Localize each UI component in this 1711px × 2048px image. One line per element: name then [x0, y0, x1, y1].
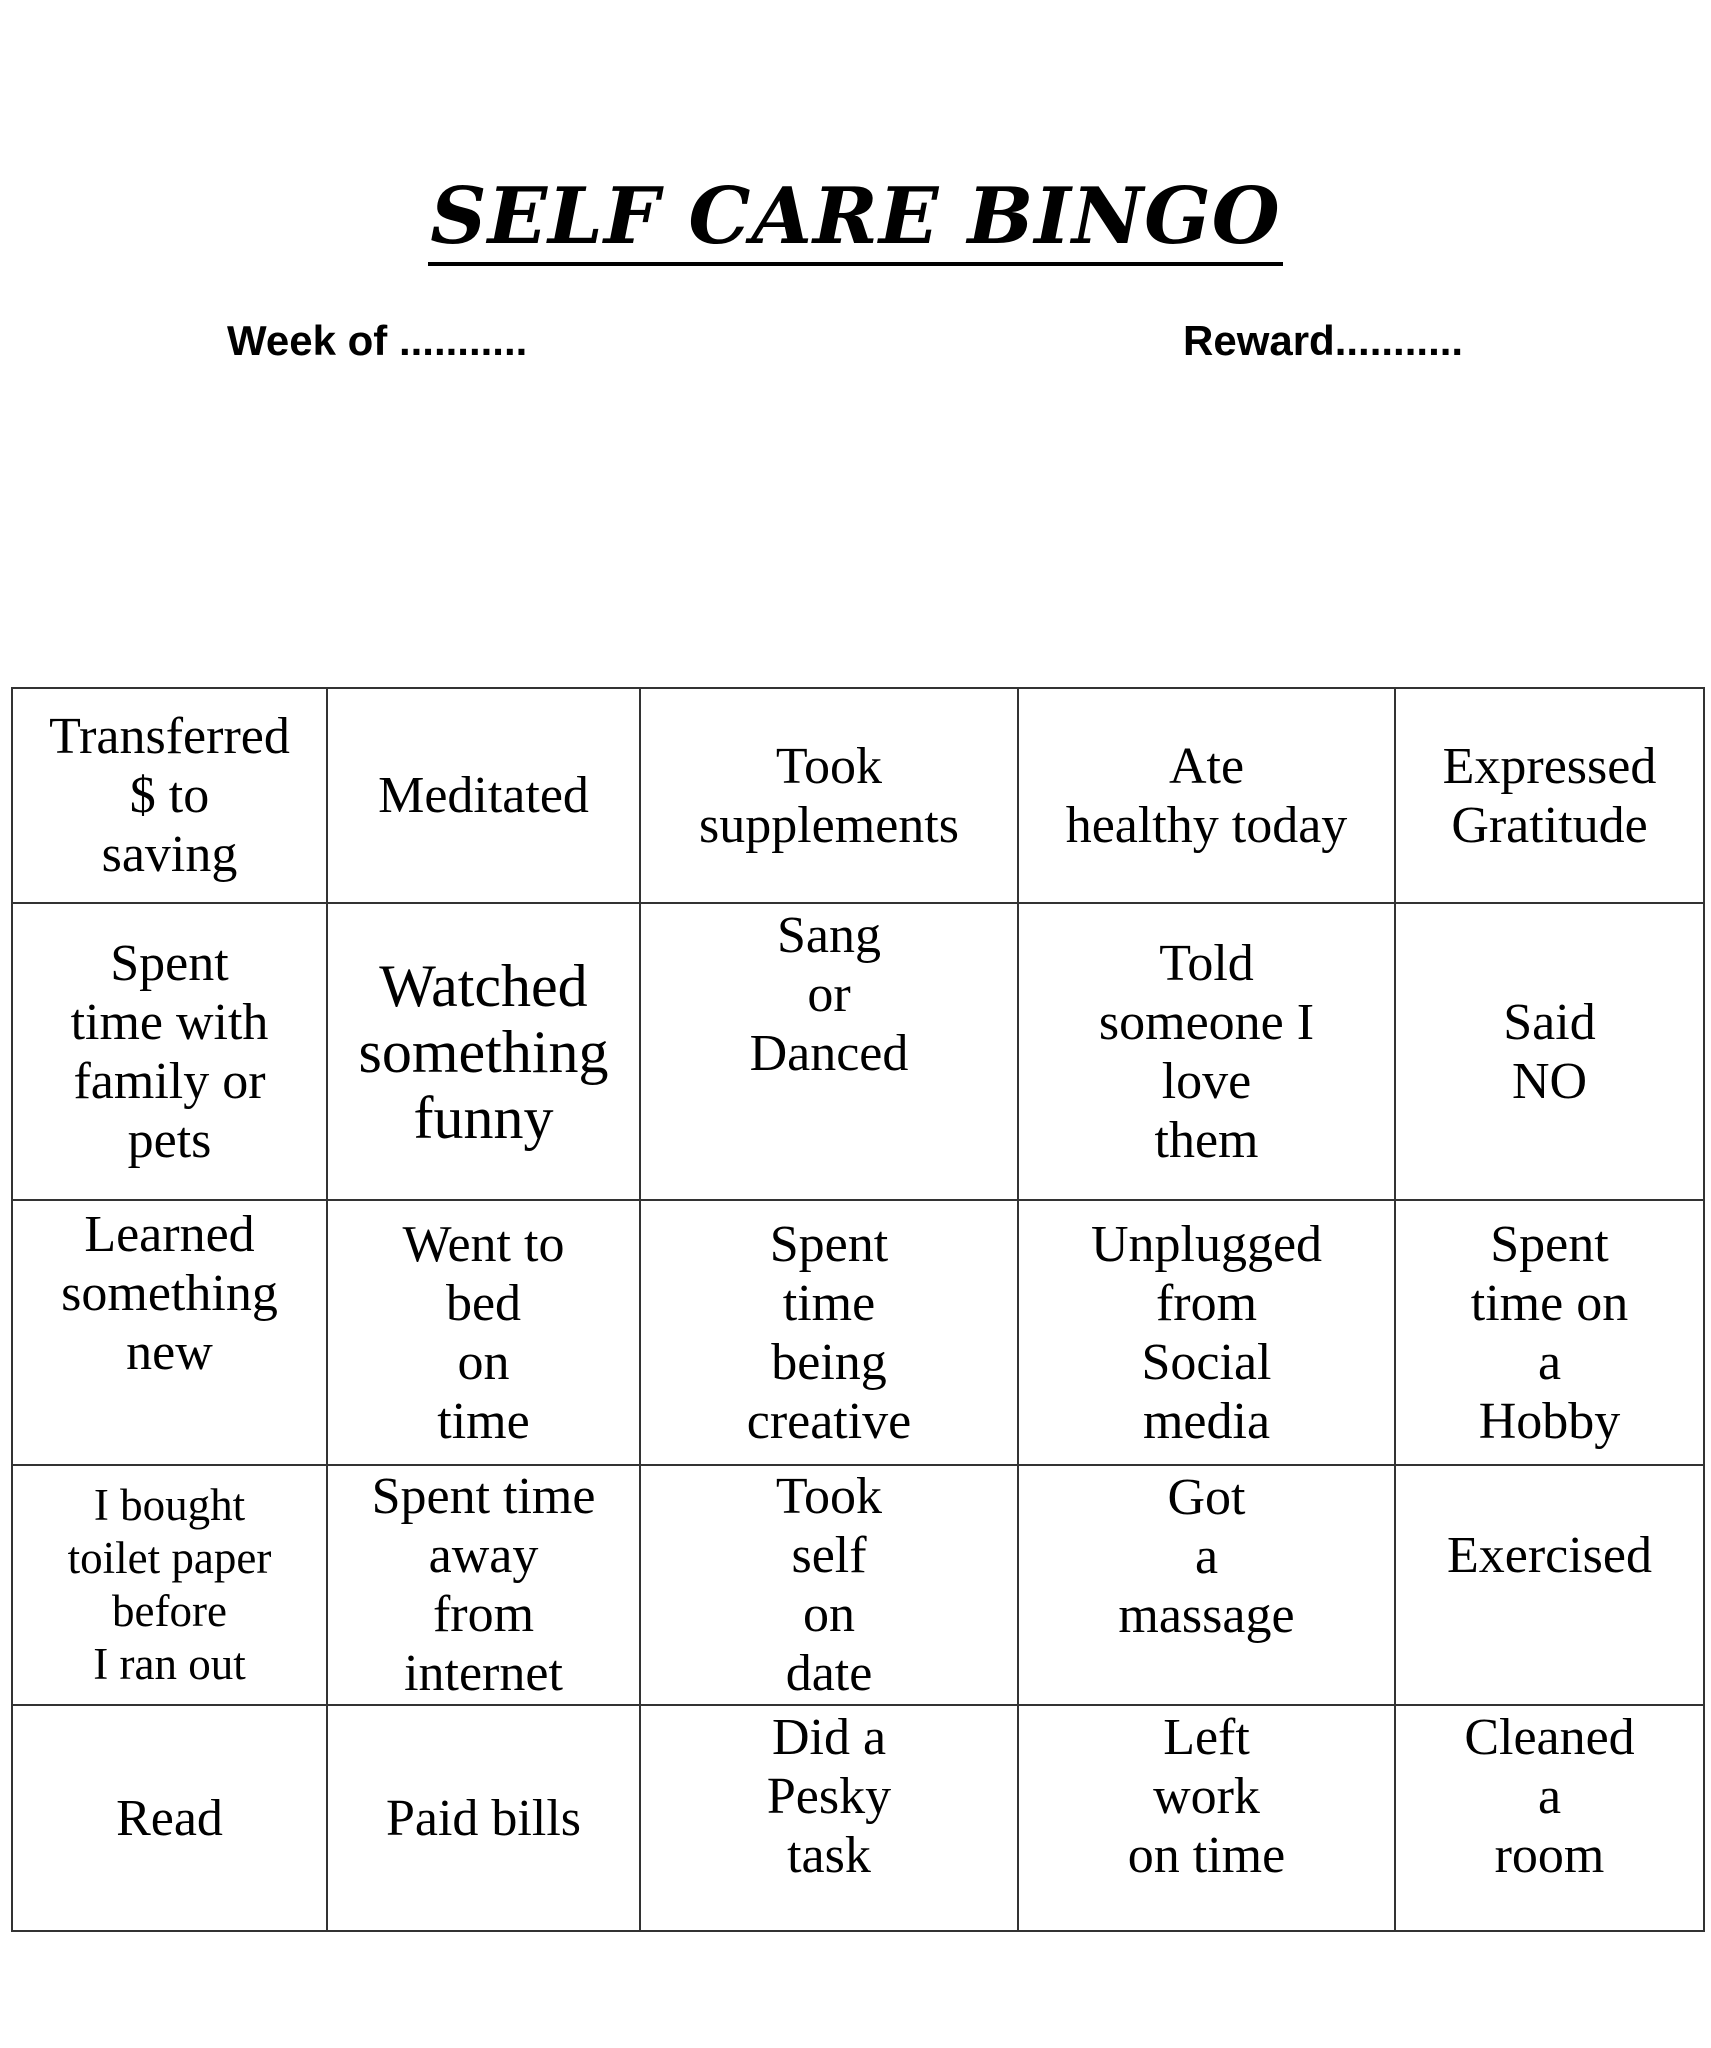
bingo-cell: Meditated — [327, 688, 640, 903]
bingo-cell: Left work on time — [1018, 1705, 1395, 1931]
bingo-cell: Spent time on a Hobby — [1395, 1200, 1704, 1465]
bingo-cell: Told someone I love them — [1018, 903, 1395, 1200]
reward-label: Reward........... — [1183, 317, 1464, 364]
bingo-cell: Said NO — [1395, 903, 1704, 1200]
bingo-cell: Took supplements — [640, 688, 1018, 903]
bingo-row — [12, 1465, 1704, 1705]
bingo-cell: Read — [12, 1705, 327, 1931]
bingo-cell: Spent time being creative — [640, 1200, 1018, 1465]
bingo-cell: Ate healthy today — [1018, 688, 1395, 903]
bingo-cell: Went to bed on time — [327, 1200, 640, 1465]
bingo-grid — [11, 687, 1705, 1932]
bingo-cell: Exercised — [1395, 1465, 1704, 1705]
week-of-label: Week of ........... — [227, 317, 528, 364]
bingo-row — [12, 1705, 1704, 1931]
bingo-cell: Cleaned a room — [1395, 1705, 1704, 1931]
bingo-cell: Watched something funny — [327, 903, 640, 1200]
bingo-cell: Spent time away from internet — [327, 1465, 640, 1705]
bingo-cell: Took self on date — [640, 1465, 1018, 1705]
page-title-text: SELF CARE BINGO — [428, 171, 1282, 266]
bingo-cell: Spent time with family or pets — [12, 903, 327, 1200]
bingo-cell: Got a massage — [1018, 1465, 1395, 1705]
bingo-cell: Paid bills — [327, 1705, 640, 1931]
bingo-cell: Unplugged from Social media — [1018, 1200, 1395, 1465]
bingo-row — [12, 688, 1704, 903]
bingo-cell: Sang or Danced — [640, 903, 1018, 1200]
bingo-row — [12, 1200, 1704, 1465]
bingo-cell: Expressed Gratitude — [1395, 688, 1704, 903]
bingo-cell: Did a Pesky task — [640, 1705, 1018, 1931]
bingo-cell: Transferred $ to saving — [12, 688, 327, 903]
bingo-cell: Learned something new — [12, 1200, 327, 1465]
page-title — [0, 171, 1711, 262]
bingo-row — [12, 903, 1704, 1200]
bingo-cell: I bought toilet paper before I ran out — [12, 1465, 327, 1705]
